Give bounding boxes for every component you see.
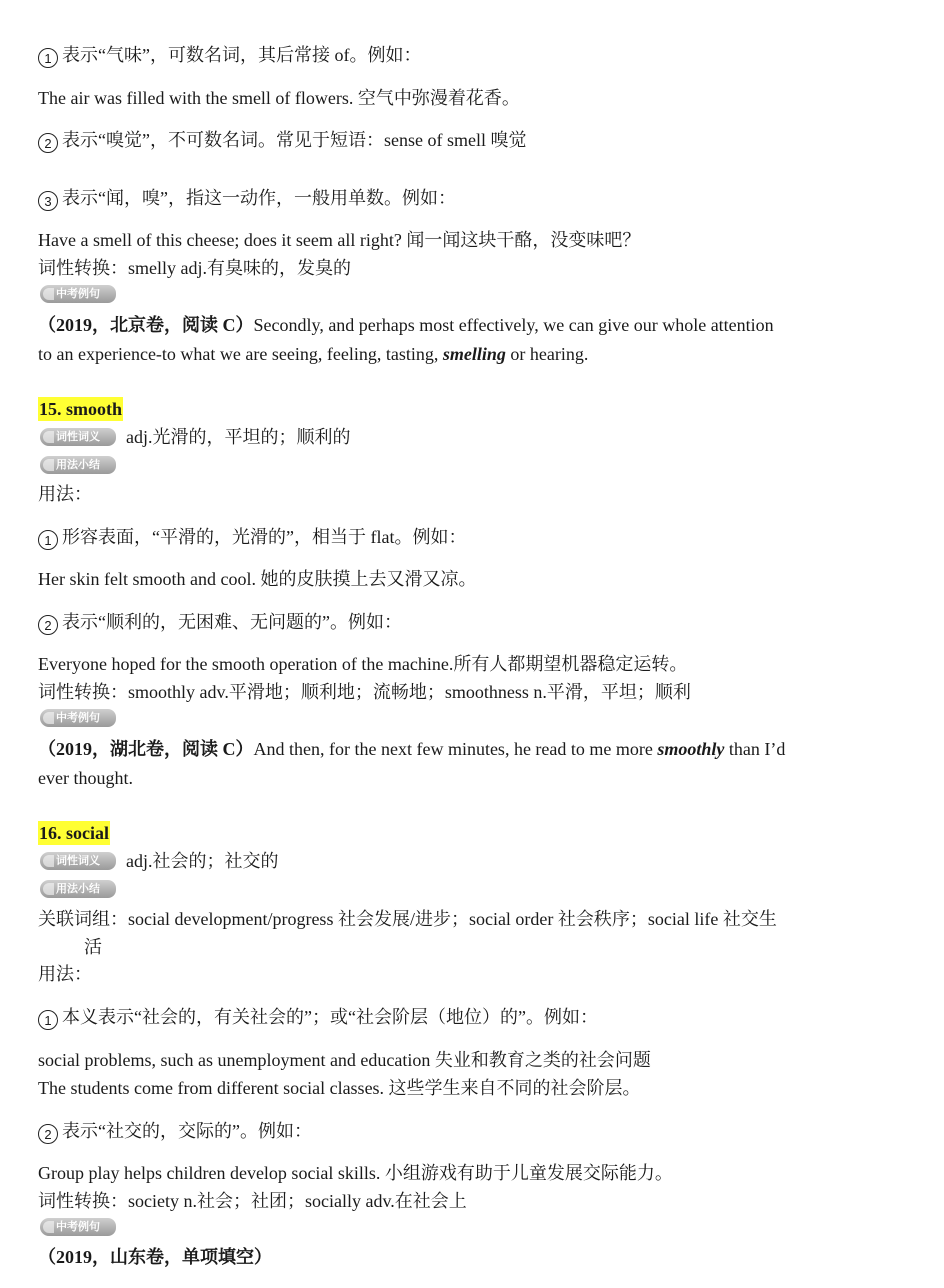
exam-text: than I’d bbox=[724, 739, 786, 759]
exam-text: or hearing. bbox=[505, 344, 589, 364]
exam-text: And then, for the next few minutes, he read to me more bbox=[253, 739, 658, 759]
smell-example-3: Have a smell of this cheese; does it seem all right? 闻一闻这块干酪，没变味吧？ bbox=[38, 230, 641, 250]
usage-summary-tag: 用法小结 bbox=[40, 456, 116, 474]
exam-keyword: smoothly bbox=[657, 739, 725, 759]
circled-number: 2 bbox=[38, 133, 58, 153]
smooth-example-1: Her skin felt smooth and cool. 她的皮肤摸上去又滑又凉。 bbox=[38, 569, 477, 589]
circled-number: 3 bbox=[38, 191, 58, 211]
usage-text: 表示“嗅觉”，不可数名词。常见于短语：sense of smell 嗅觉 bbox=[62, 130, 527, 150]
smell-example-1: The air was filled with the smell of flowers. 空气中弥漫着花香。 bbox=[38, 88, 520, 108]
smooth-exam-line-2: ever thought. bbox=[38, 768, 133, 788]
circled-number: 1 bbox=[38, 1010, 58, 1030]
exam-source: （2019，山东卷，单项填空） bbox=[38, 1247, 272, 1267]
smooth-usage-1 bbox=[38, 525, 466, 550]
usage-text: 形容表面，“平滑的，光滑的”，相当于 flat。例如： bbox=[62, 527, 467, 547]
usage-label: 用法： bbox=[38, 964, 92, 984]
smooth-word-conversion: 词性转换：smoothly adv.平滑地；顺利地；流畅地；smoothness n.平滑，平坦；顺利 bbox=[38, 682, 691, 702]
smell-word-conversion: 词性转换：smelly adj.有臭味的，发臭的 bbox=[38, 258, 351, 278]
usage-summary-tag: 用法小结 bbox=[40, 880, 116, 898]
exam-example-tag: 中考例句 bbox=[40, 1218, 116, 1236]
section-heading-smooth: 15. smooth bbox=[39, 399, 123, 419]
usage-text: 表示“闻，嗅”，指这一动作，一般用单数。例如： bbox=[62, 188, 456, 208]
smell-usage-1 bbox=[38, 43, 421, 68]
exam-text: Secondly, and perhaps most effectively, we can give our whole attention bbox=[253, 315, 774, 335]
smooth-meaning: adj.光滑的，平坦的；顺利的 bbox=[126, 427, 351, 447]
social-related-phrases: 关联词组：social development/progress 社会发展/进步；social order 社会秩序；social life 社交生 bbox=[38, 909, 777, 929]
circled-number: 1 bbox=[38, 48, 58, 68]
exam-example-tag: 中考例句 bbox=[40, 285, 116, 303]
social-example-1a: social problems, such as unemployment and education 失业和教育之类的社会问题 bbox=[38, 1050, 651, 1070]
exam-example-tag: 中考例句 bbox=[40, 709, 116, 727]
exam-text: to an experience-to what we are seeing, feeling, tasting, bbox=[38, 344, 443, 364]
meaning-tag: 词性词义 bbox=[40, 428, 116, 446]
circled-number: 2 bbox=[38, 1124, 58, 1144]
social-meaning: adj.社会的；社交的 bbox=[126, 851, 279, 871]
smell-usage-2 bbox=[38, 128, 526, 153]
exam-source: （2019，湖北卷，阅读 C） bbox=[38, 739, 254, 759]
exam-keyword: smelling bbox=[442, 344, 506, 364]
smooth-example-2: Everyone hoped for the smooth operation of the machine.所有人都期望机器稳定运转。 bbox=[38, 654, 688, 674]
usage-text: 表示“社交的，交际的”。例如： bbox=[62, 1121, 312, 1141]
social-word-conversion: 词性转换：society n.社会；社团；socially adv.在社会上 bbox=[38, 1191, 467, 1211]
social-usage-2 bbox=[38, 1119, 312, 1144]
social-example-2: Group play helps children develop social skills. 小组游戏有助于儿童发展交际能力。 bbox=[38, 1163, 673, 1183]
social-related-phrases-cont: 活 bbox=[84, 937, 102, 957]
social-usage-1 bbox=[38, 1005, 598, 1030]
section-heading-social: 16. social bbox=[39, 823, 109, 843]
usage-text: 本义表示“社会的，有关社会的”；或“社会阶层（地位）的”。例如： bbox=[62, 1007, 598, 1027]
social-example-1b: The students come from different social classes. 这些学生来自不同的社会阶层。 bbox=[38, 1078, 641, 1098]
smooth-usage-2 bbox=[38, 610, 402, 635]
usage-label: 用法： bbox=[38, 484, 92, 504]
circled-number: 1 bbox=[38, 530, 58, 550]
circled-number: 2 bbox=[38, 615, 58, 635]
social-exam-source bbox=[38, 1245, 272, 1269]
smell-usage-3 bbox=[38, 186, 456, 211]
usage-text: 表示“顺利的，无困难、无问题的”。例如： bbox=[62, 612, 402, 632]
smell-exam-line-1 bbox=[38, 313, 774, 337]
smooth-exam-line-1 bbox=[38, 737, 785, 761]
smell-exam-line-2 bbox=[38, 342, 588, 366]
usage-text: 表示“气味”，可数名词，其后常接 of。例如： bbox=[62, 45, 422, 65]
meaning-tag: 词性词义 bbox=[40, 852, 116, 870]
exam-source: （2019，北京卷，阅读 C） bbox=[38, 315, 254, 335]
